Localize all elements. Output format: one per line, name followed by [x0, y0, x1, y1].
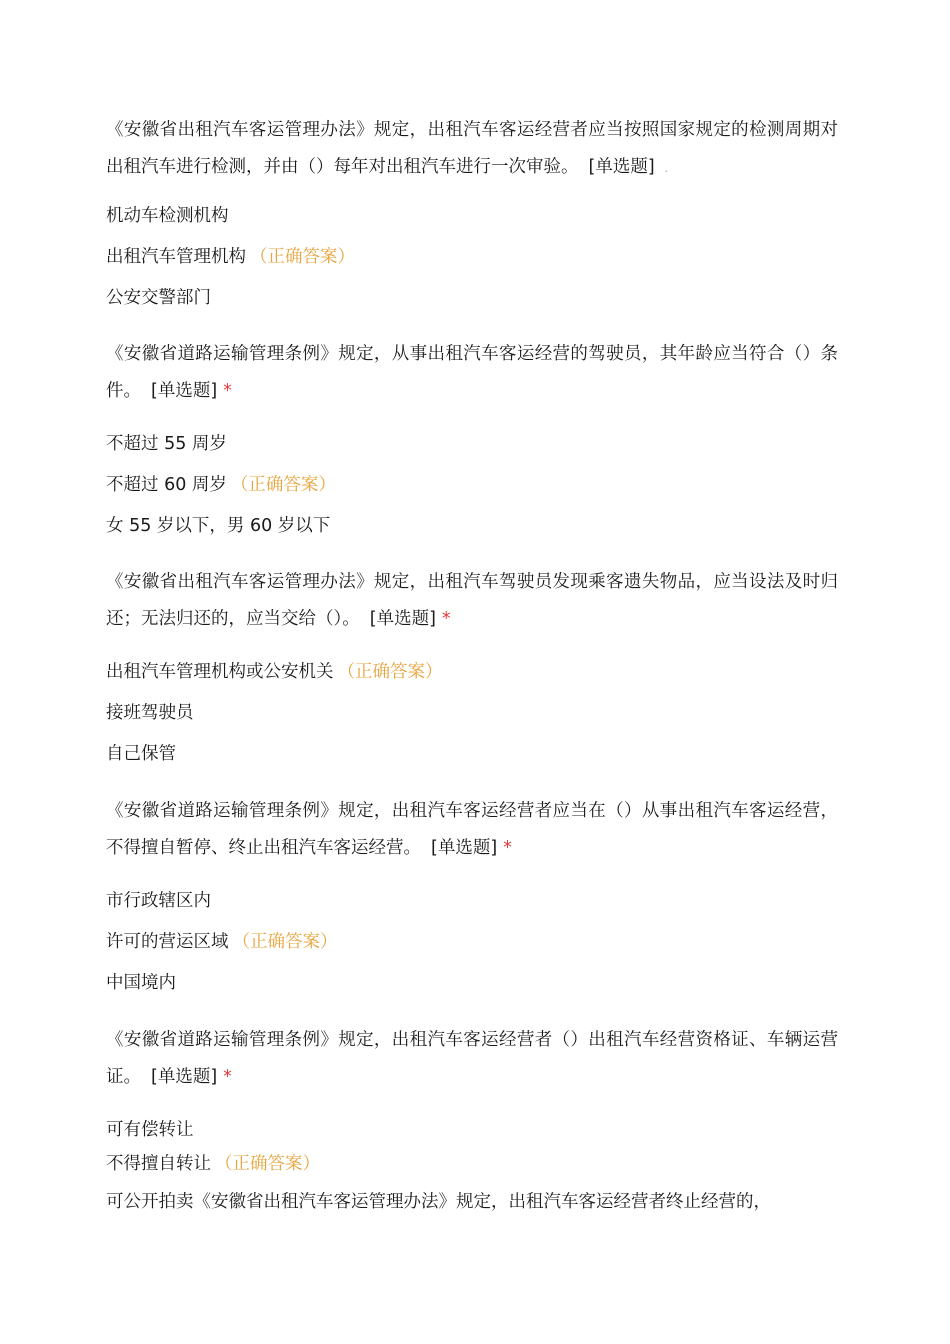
option-4b: 许可的营运区域 （正确答案） [106, 932, 338, 952]
question-2 [106, 336, 838, 410]
question-marker: . [664, 164, 668, 175]
correct-answer-tag: （正确答案） [230, 475, 336, 495]
question-type: [单选题] [369, 609, 436, 629]
continuation-line: 可公开拍卖《安徽省出租汽车客运管理办法》规定，出租汽车客运经营者终止经营的， [106, 1192, 771, 1212]
option-4c: 中国境内 [106, 973, 176, 993]
correct-answer-tag: （正确答案） [232, 932, 338, 952]
option-2c: 女 55 岁以下，男 60 岁以下 [106, 516, 331, 536]
option-5b: 不得擅自转让 （正确答案） [106, 1154, 320, 1174]
option-5a: 可有偿转让 [106, 1120, 194, 1140]
question-1 [106, 112, 838, 188]
correct-answer-tag: （正确答案） [250, 247, 355, 267]
required-marker: * [223, 1067, 232, 1087]
option-3b: 接班驾驶员 [106, 703, 194, 723]
option-2a: 不超过 55 周岁 [106, 434, 227, 454]
question-type: [单选题] [151, 1067, 218, 1087]
option-3a: 出租汽车管理机构或公安机关 （正确答案） [106, 662, 443, 682]
option-1a: 机动车检测机构 [106, 206, 229, 226]
required-marker: * [223, 381, 232, 401]
question-type: [单选题] [431, 838, 498, 858]
question-3 [106, 564, 838, 638]
option-3c: 自己保管 [106, 744, 176, 764]
question-5 [106, 1022, 838, 1096]
required-marker: * [441, 609, 451, 629]
option-2b: 不超过 60 周岁 （正确答案） [106, 475, 336, 495]
correct-answer-tag: （正确答案） [337, 662, 443, 682]
correct-answer-tag: （正确答案） [215, 1154, 320, 1174]
question-type: [单选题] [151, 381, 218, 401]
option-4a: 市行政辖区内 [106, 891, 211, 911]
required-marker: * [503, 838, 512, 858]
question-text: 《安徽省道路运输管理条例》规定，出租汽车客运经营者（）出租汽车经营资格证、车辆运营证。 [106, 1030, 838, 1087]
question-text: 《安徽省道路运输管理条例》规定，出租汽车客运经营者应当在（）从事出租汽车客运经营，不得擅自暂停、终止出租汽车客运经营。 [106, 801, 838, 858]
question-text: 《安徽省出租汽车客运管理办法》规定，出租汽车驾驶员发现乘客遗失物品，应当设法及时归还；无法归还的，应当交给（）。 [106, 572, 838, 629]
option-1c: 公安交警部门 [106, 288, 211, 308]
question-4 [106, 793, 838, 867]
question-type: [单选题] [588, 157, 655, 177]
question-text: 《安徽省道路运输管理条例》规定，从事出租汽车客运经营的驾驶员，其年龄应当符合（）条件。 [106, 344, 838, 401]
option-1b: 出租汽车管理机构 （正确答案） [106, 247, 355, 267]
question-text: 《安徽省出租汽车客运管理办法》规定，出租汽车客运经营者应当按照国家规定的检测周期对出租汽车进行检测，并由（）每年对出租汽车进行一次审验。 [106, 120, 838, 177]
